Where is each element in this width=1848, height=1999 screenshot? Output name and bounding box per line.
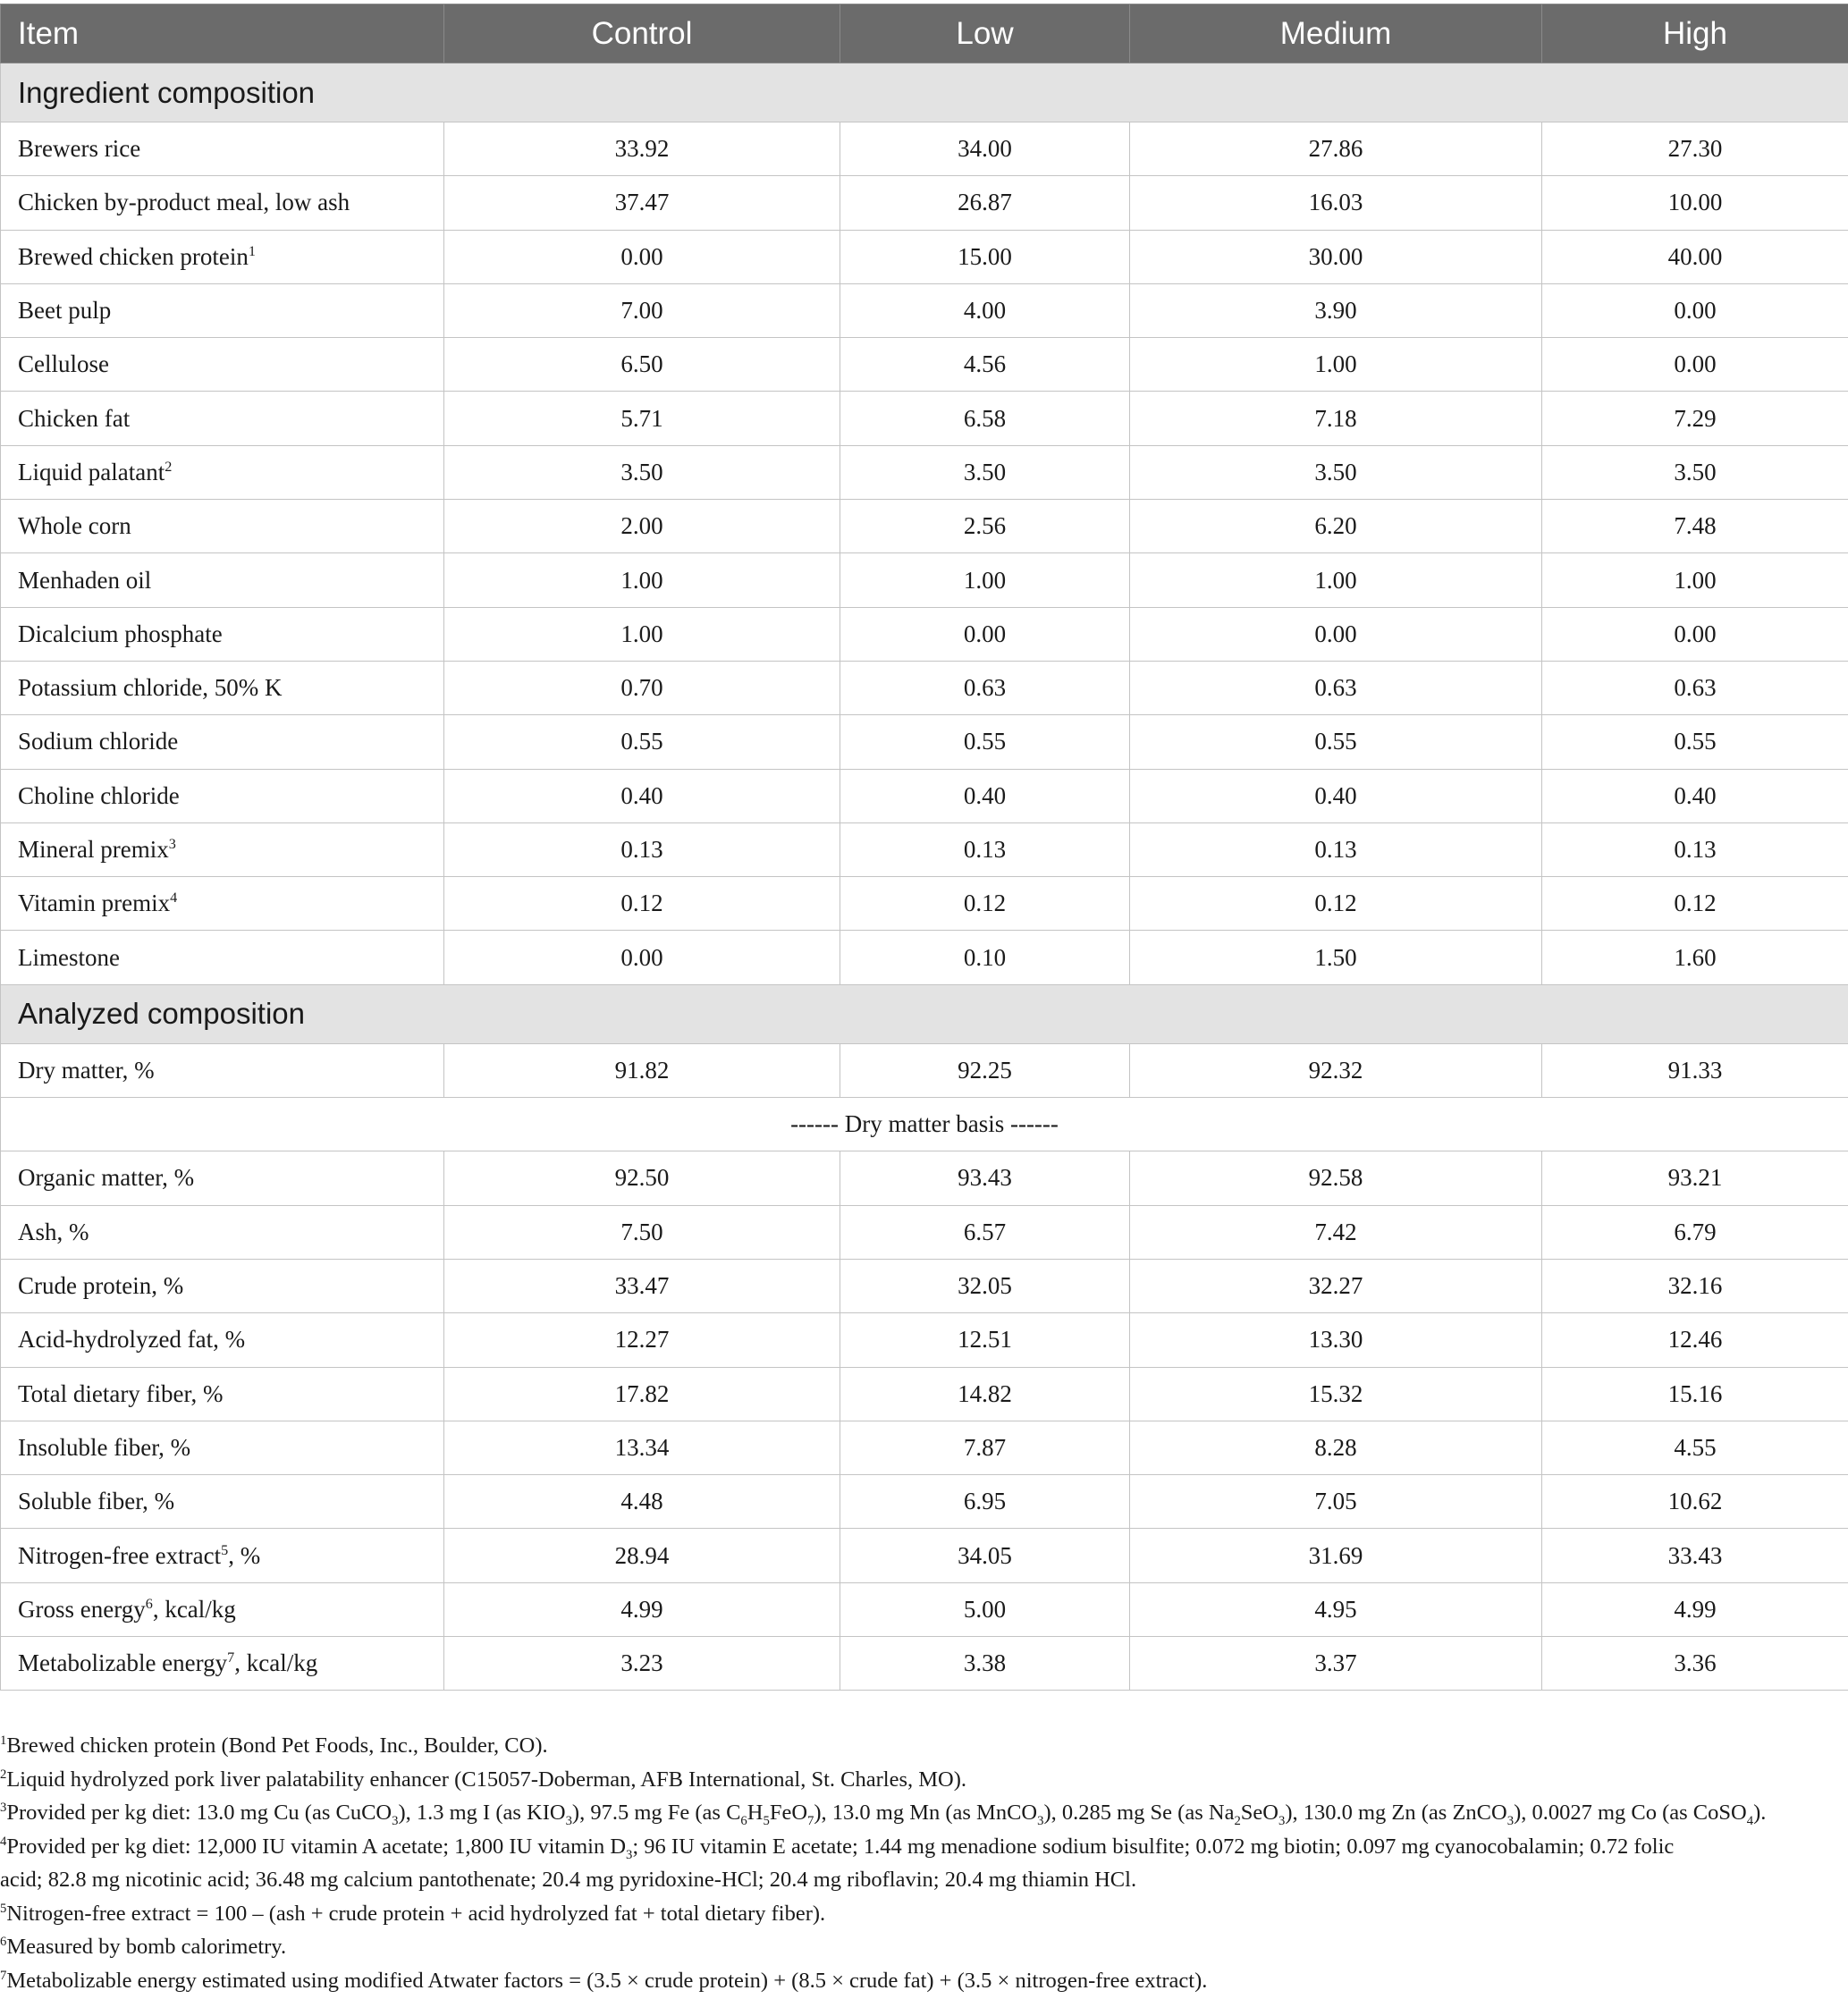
- row-label-cell: [1, 445, 444, 499]
- footnote-text: Brewed chicken protein (Bond Pet Foods, Inc., Boulder, CO).: [6, 1733, 548, 1758]
- value-cell: 7.42: [1130, 1205, 1542, 1259]
- value-cell: 10.00: [1542, 176, 1848, 230]
- row-label-cell: [1, 931, 444, 984]
- value-cell: 10.62: [1542, 1475, 1848, 1529]
- value-cell: 8.28: [1130, 1421, 1542, 1474]
- subscript: 3: [1506, 1813, 1515, 1828]
- footnote-number: 7: [0, 1968, 7, 1983]
- row-label-cell: [1, 230, 444, 283]
- footnote: [0, 1897, 1848, 1931]
- value-cell: 0.00: [1130, 607, 1542, 661]
- footnote-text: FeO: [769, 1801, 808, 1825]
- header-row: [1, 4, 1848, 63]
- row-label: Dry matter, %: [18, 1056, 155, 1084]
- value-cell: 2.00: [444, 500, 840, 553]
- table-row: [1, 661, 1848, 714]
- row-label: Liquid palatant: [18, 458, 165, 485]
- table-row: [1, 1313, 1848, 1367]
- row-label: Choline chloride: [18, 781, 180, 809]
- row-label-cell: [1, 338, 444, 392]
- footnote-text: Provided per kg diet: 13.0 mg Cu (as CuCO: [6, 1801, 392, 1825]
- value-cell: 17.82: [444, 1367, 840, 1421]
- row-label: Dicalcium phosphate: [18, 620, 223, 647]
- row-label-cell: [1, 769, 444, 822]
- value-cell: 7.18: [1130, 392, 1542, 445]
- table-row: [1, 338, 1848, 392]
- value-cell: 0.00: [1542, 283, 1848, 337]
- value-cell: 32.16: [1542, 1259, 1848, 1312]
- value-cell: 34.00: [840, 122, 1130, 176]
- value-cell: 0.40: [840, 769, 1130, 822]
- value-cell: 6.95: [840, 1475, 1130, 1529]
- subscript: 6: [740, 1813, 747, 1828]
- row-label: Brewed chicken protein: [18, 242, 249, 270]
- value-cell: 12.27: [444, 1313, 840, 1367]
- table-row: [1, 1205, 1848, 1259]
- value-cell: 0.00: [1542, 607, 1848, 661]
- value-cell: 4.99: [444, 1582, 840, 1636]
- value-cell: 0.63: [840, 661, 1130, 714]
- table-row: [1, 1529, 1848, 1582]
- value-cell: 7.50: [444, 1205, 840, 1259]
- value-cell: 26.87: [840, 176, 1130, 230]
- footnote-text: ), 0.0027 mg Co (as CoSO: [1514, 1801, 1747, 1825]
- value-cell: 33.92: [444, 122, 840, 176]
- row-label: Limestone: [18, 943, 120, 971]
- table-row: [1, 607, 1848, 661]
- row-label: Organic matter, %: [18, 1164, 195, 1192]
- value-cell: 15.32: [1130, 1367, 1542, 1421]
- subscript: 2: [1234, 1813, 1241, 1828]
- row-label-cell: [1, 1421, 444, 1474]
- footnote-marker: 7: [227, 1649, 235, 1666]
- row-label: Gross energy: [18, 1595, 146, 1623]
- table-row: [1, 176, 1848, 230]
- footnote-marker: 5: [221, 1541, 229, 1558]
- table-row: [1, 1582, 1848, 1636]
- value-cell: 1.60: [1542, 931, 1848, 984]
- row-label: Beet pulp: [18, 297, 112, 325]
- row-label-cell: [1, 1043, 444, 1097]
- value-cell: 15.16: [1542, 1367, 1848, 1421]
- value-cell: 3.37: [1130, 1637, 1542, 1691]
- footnote-number: 5: [0, 1901, 7, 1916]
- value-cell: 5.71: [444, 392, 840, 445]
- subscript: 3: [626, 1847, 633, 1862]
- column-header-high: High: [1542, 4, 1848, 63]
- value-cell: 0.13: [1130, 822, 1542, 876]
- row-label: Whole corn: [18, 512, 131, 540]
- footnote-text: ; 96 IU vitamin E acetate; 1.44 mg menadione sodium bisulfite; 0.072 mg biotin; 0.097 mg cyanocobalamin; 0.72 folic: [632, 1834, 1675, 1859]
- row-label-cell: [1, 1475, 444, 1529]
- value-cell: 1.00: [444, 553, 840, 607]
- value-cell: 5.00: [840, 1582, 1130, 1636]
- value-cell: 7.29: [1542, 392, 1848, 445]
- section-header-row: [1, 63, 1848, 122]
- value-cell: 0.00: [840, 607, 1130, 661]
- basis-row: [1, 1098, 1848, 1151]
- footnotes: [0, 1729, 1848, 1997]
- value-cell: 13.34: [444, 1421, 840, 1474]
- value-cell: 0.70: [444, 661, 840, 714]
- value-cell: 3.50: [840, 445, 1130, 499]
- section-title: Analyzed composition: [1, 984, 1848, 1043]
- value-cell: 7.00: [444, 283, 840, 337]
- table-row: [1, 822, 1848, 876]
- row-label-cell: [1, 877, 444, 931]
- row-label: Acid-hydrolyzed fat, %: [18, 1326, 246, 1354]
- row-label: Metabolizable energy: [18, 1649, 228, 1677]
- footnote-marker: 2: [165, 458, 173, 475]
- row-label-cell: [1, 1582, 444, 1636]
- table-row: [1, 769, 1848, 822]
- value-cell: 7.87: [840, 1421, 1130, 1474]
- value-cell: 0.12: [444, 877, 840, 931]
- value-cell: 7.05: [1130, 1475, 1542, 1529]
- row-label-cell: [1, 822, 444, 876]
- value-cell: 32.05: [840, 1259, 1130, 1312]
- footnote-text: Measured by bomb calorimetry.: [6, 1935, 287, 1959]
- footnote-number: 1: [0, 1733, 7, 1748]
- row-label: Ash, %: [18, 1218, 89, 1245]
- value-cell: 0.55: [840, 715, 1130, 769]
- table-row: [1, 931, 1848, 984]
- value-cell: 6.58: [840, 392, 1130, 445]
- footnote-marker: 3: [168, 836, 176, 852]
- row-label: Chicken by-product meal, low ash: [18, 189, 350, 216]
- value-cell: 32.27: [1130, 1259, 1542, 1312]
- footnote-text: SeO: [1240, 1801, 1278, 1825]
- value-cell: 3.38: [840, 1637, 1130, 1691]
- value-cell: 92.50: [444, 1151, 840, 1205]
- table-row: [1, 500, 1848, 553]
- value-cell: 3.23: [444, 1637, 840, 1691]
- row-label-cell: [1, 661, 444, 714]
- composition-table-container: [0, 4, 1848, 1691]
- footnote-text: ), 1.3 mg I (as KIO: [398, 1801, 566, 1825]
- value-cell: 33.43: [1542, 1529, 1848, 1582]
- footnote-text: acid; 82.8 mg nicotinic acid; 36.48 mg calcium pantothenate; 20.4 mg pyridoxine-HCl; 20.4 mg riboflavin; 20.4 mg thiamin HCl.: [0, 1868, 1137, 1892]
- table-row: [1, 1637, 1848, 1691]
- row-label: Total dietary fiber, %: [18, 1379, 224, 1407]
- row-label-cell: [1, 607, 444, 661]
- row-label-cell: [1, 553, 444, 607]
- footnote: [0, 1796, 1848, 1830]
- value-cell: 1.50: [1130, 931, 1542, 984]
- composition-table: [0, 4, 1848, 1691]
- value-cell: 33.47: [444, 1259, 840, 1312]
- row-label-cell: [1, 1259, 444, 1312]
- row-label: Soluble fiber, %: [18, 1488, 175, 1515]
- value-cell: 0.12: [1542, 877, 1848, 931]
- value-cell: 1.00: [1542, 553, 1848, 607]
- value-cell: 6.20: [1130, 500, 1542, 553]
- row-label: Menhaden oil: [18, 566, 152, 594]
- value-cell: 0.12: [840, 877, 1130, 931]
- table-row: [1, 1475, 1848, 1529]
- value-cell: 4.56: [840, 338, 1130, 392]
- value-cell: 3.50: [444, 445, 840, 499]
- column-header-medium: Medium: [1130, 4, 1542, 63]
- row-label: Potassium chloride, 50% K: [18, 674, 283, 702]
- value-cell: 1.00: [444, 607, 840, 661]
- value-cell: 0.55: [1130, 715, 1542, 769]
- row-label: Crude protein, %: [18, 1272, 184, 1300]
- footnote-text: ), 13.0 mg Mn (as MnCO: [814, 1801, 1038, 1825]
- value-cell: 34.05: [840, 1529, 1130, 1582]
- subscript: 3: [565, 1813, 572, 1828]
- value-cell: 15.00: [840, 230, 1130, 283]
- value-cell: 37.47: [444, 176, 840, 230]
- row-label-cell: [1, 1637, 444, 1691]
- value-cell: 27.30: [1542, 122, 1848, 176]
- footnote: [0, 1830, 1848, 1897]
- footnote: [0, 1930, 1848, 1964]
- value-cell: 6.57: [840, 1205, 1130, 1259]
- value-cell: 4.95: [1130, 1582, 1542, 1636]
- table-body: [1, 63, 1848, 1691]
- table-row: [1, 715, 1848, 769]
- value-cell: 0.10: [840, 931, 1130, 984]
- value-cell: 93.43: [840, 1151, 1130, 1205]
- row-label-unit: , kcal/kg: [152, 1595, 236, 1623]
- value-cell: 4.99: [1542, 1582, 1848, 1636]
- value-cell: 6.50: [444, 338, 840, 392]
- column-header-low: Low: [840, 4, 1130, 63]
- table-row: [1, 877, 1848, 931]
- value-cell: 93.21: [1542, 1151, 1848, 1205]
- footnote-text: ), 97.5 mg Fe (as C: [571, 1801, 741, 1825]
- value-cell: 12.46: [1542, 1313, 1848, 1367]
- table-row: [1, 445, 1848, 499]
- table-row: [1, 1421, 1848, 1474]
- table-row: [1, 553, 1848, 607]
- value-cell: 0.13: [840, 822, 1130, 876]
- value-cell: 12.51: [840, 1313, 1130, 1367]
- row-label-unit: , kcal/kg: [234, 1649, 318, 1677]
- table-row: [1, 1151, 1848, 1205]
- value-cell: 1.00: [1130, 338, 1542, 392]
- value-cell: 14.82: [840, 1367, 1130, 1421]
- value-cell: 0.55: [1542, 715, 1848, 769]
- row-label-cell: [1, 1151, 444, 1205]
- subscript: 3: [1037, 1813, 1044, 1828]
- table-row: [1, 1367, 1848, 1421]
- value-cell: 30.00: [1130, 230, 1542, 283]
- subscript: 5: [763, 1813, 770, 1828]
- footnote-number: 2: [0, 1767, 7, 1782]
- value-cell: 7.48: [1542, 500, 1848, 553]
- footnote-number: 4: [0, 1834, 7, 1849]
- table-row: [1, 122, 1848, 176]
- column-header-control: Control: [444, 4, 840, 63]
- row-label-cell: [1, 500, 444, 553]
- value-cell: 4.55: [1542, 1421, 1848, 1474]
- row-label: Cellulose: [18, 350, 109, 378]
- column-header-item: Item: [1, 4, 444, 63]
- value-cell: 0.00: [444, 230, 840, 283]
- row-label-cell: [1, 283, 444, 337]
- value-cell: 2.56: [840, 500, 1130, 553]
- footnote-text: ), 130.0 mg Zn (as ZnCO: [1285, 1801, 1507, 1825]
- value-cell: 92.58: [1130, 1151, 1542, 1205]
- row-label: Vitamin premix: [18, 890, 171, 917]
- row-label-cell: [1, 1529, 444, 1582]
- value-cell: 40.00: [1542, 230, 1848, 283]
- value-cell: 91.82: [444, 1043, 840, 1097]
- value-cell: 3.50: [1130, 445, 1542, 499]
- value-cell: 91.33: [1542, 1043, 1848, 1097]
- value-cell: 27.86: [1130, 122, 1542, 176]
- value-cell: 0.40: [1542, 769, 1848, 822]
- footnote-text: Liquid hydrolyzed pork liver palatability enhancer (C15057-Doberman, AFB International, St. Charles, MO).: [6, 1767, 967, 1792]
- footnote-marker: 6: [145, 1595, 153, 1612]
- value-cell: 0.00: [1542, 338, 1848, 392]
- value-cell: 6.79: [1542, 1205, 1848, 1259]
- value-cell: 0.63: [1130, 661, 1542, 714]
- footnote-text: H: [747, 1801, 764, 1825]
- value-cell: 0.40: [444, 769, 840, 822]
- row-label-cell: [1, 122, 444, 176]
- table-row: [1, 392, 1848, 445]
- footnote-text: Metabolizable energy estimated using modified Atwater factors = (3.5 × crude protein) + (8.5 × crude fat) + (3.5 × nitrogen-free extract).: [6, 1968, 1208, 1993]
- footnote-text: ), 0.285 mg Se (as Na: [1043, 1801, 1235, 1825]
- value-cell: 92.25: [840, 1043, 1130, 1097]
- footnote-number: 6: [0, 1934, 7, 1949]
- value-cell: 0.12: [1130, 877, 1542, 931]
- value-cell: 0.63: [1542, 661, 1848, 714]
- table-row: [1, 283, 1848, 337]
- footnote-marker: 4: [170, 890, 178, 907]
- row-label-cell: [1, 176, 444, 230]
- subscript: 3: [1278, 1813, 1286, 1828]
- row-label-cell: [1, 715, 444, 769]
- basis-label: ------ Dry matter basis ------: [1, 1098, 1848, 1151]
- value-cell: 0.00: [444, 931, 840, 984]
- value-cell: 28.94: [444, 1529, 840, 1582]
- table-row: [1, 230, 1848, 283]
- row-label: Sodium chloride: [18, 728, 179, 755]
- subscript: 4: [1746, 1813, 1754, 1828]
- footnote: [0, 1729, 1848, 1763]
- value-cell: 1.00: [840, 553, 1130, 607]
- value-cell: 3.90: [1130, 283, 1542, 337]
- value-cell: 92.32: [1130, 1043, 1542, 1097]
- section-title: Ingredient composition: [1, 63, 1848, 122]
- value-cell: 0.13: [444, 822, 840, 876]
- footnote-text: Nitrogen-free extract = 100 – (ash + crude protein + acid hydrolyzed fat + total dietary fiber).: [6, 1901, 826, 1926]
- row-label-cell: [1, 1313, 444, 1367]
- value-cell: 3.50: [1542, 445, 1848, 499]
- value-cell: 0.13: [1542, 822, 1848, 876]
- value-cell: 0.55: [444, 715, 840, 769]
- value-cell: 4.48: [444, 1475, 840, 1529]
- footnote: [0, 1964, 1848, 1998]
- section-header-row: [1, 984, 1848, 1043]
- row-label-cell: [1, 1367, 444, 1421]
- value-cell: 0.40: [1130, 769, 1542, 822]
- value-cell: 13.30: [1130, 1313, 1542, 1367]
- value-cell: 31.69: [1130, 1529, 1542, 1582]
- row-label: Mineral premix: [18, 836, 169, 863]
- row-label: Insoluble fiber, %: [18, 1433, 191, 1461]
- row-label: Chicken fat: [18, 404, 131, 432]
- subscript: 7: [807, 1813, 814, 1828]
- footnote-text: Provided per kg diet: 12,000 IU vitamin A acetate; 1,800 IU vitamin D: [6, 1834, 627, 1859]
- value-cell: 3.36: [1542, 1637, 1848, 1691]
- footnote: [0, 1763, 1848, 1797]
- footnote-number: 3: [0, 1800, 7, 1815]
- row-label-cell: [1, 1205, 444, 1259]
- footnote-text: ).: [1753, 1801, 1767, 1825]
- value-cell: 1.00: [1130, 553, 1542, 607]
- table-row: [1, 1043, 1848, 1097]
- row-label: Nitrogen-free extract: [18, 1541, 222, 1569]
- table-row: [1, 1259, 1848, 1312]
- row-label: Brewers rice: [18, 135, 141, 163]
- row-label-cell: [1, 392, 444, 445]
- row-label-unit: , %: [228, 1541, 261, 1569]
- footnote-marker: 1: [248, 242, 256, 259]
- value-cell: 16.03: [1130, 176, 1542, 230]
- value-cell: 4.00: [840, 283, 1130, 337]
- subscript: 3: [392, 1813, 399, 1828]
